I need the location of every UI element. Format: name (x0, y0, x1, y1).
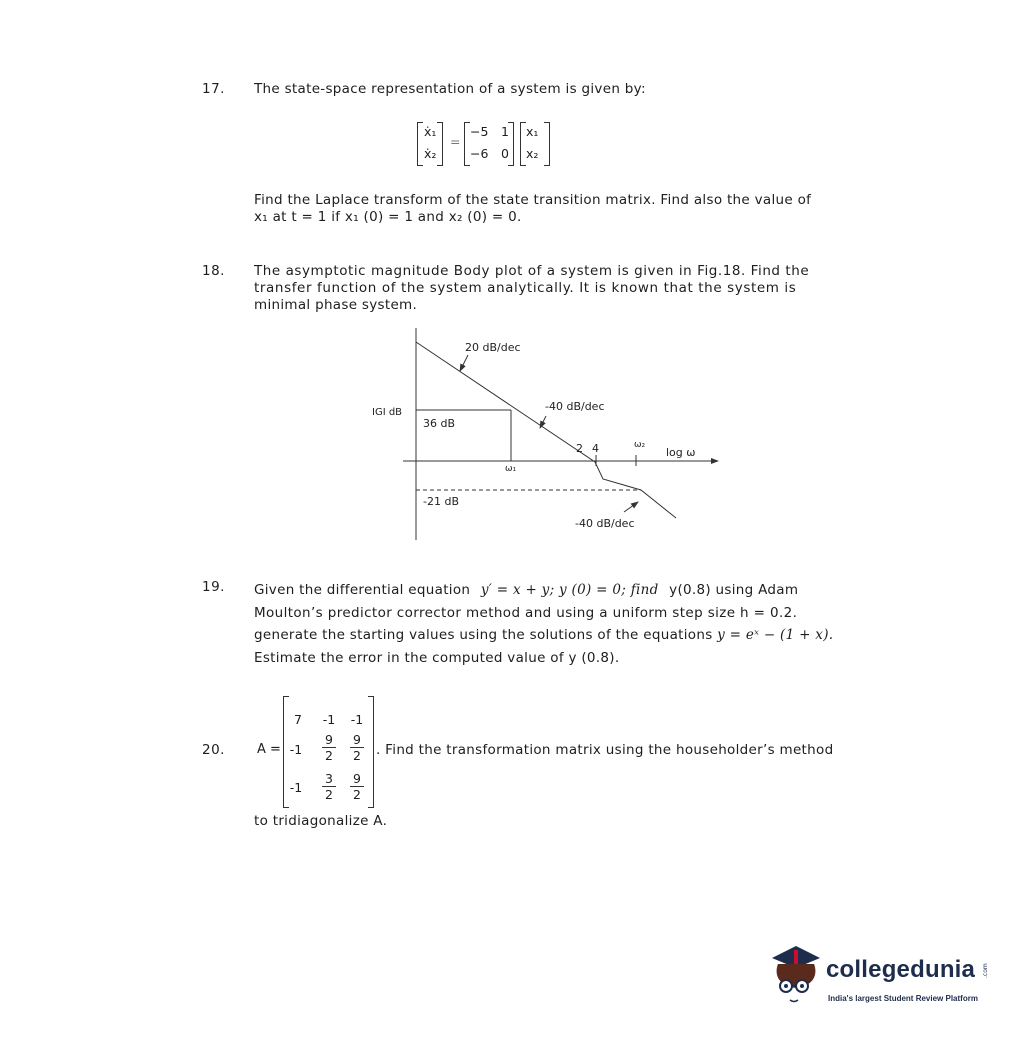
q17-line2: x₁ at t = 1 if x₁ (0) = 1 and x₂ (0) = 0. (254, 209, 522, 225)
q17-x2: x₂ (526, 146, 539, 161)
q17-a21: −6 (470, 146, 489, 161)
q18-body (254, 263, 850, 314)
q19-number: 19. (202, 579, 225, 595)
q17-a22: 0 (501, 146, 509, 161)
q17-intro: The state-space representation of a system is given by: (254, 81, 646, 97)
collegedunia-logo[interactable] (766, 942, 996, 1012)
q20-r2c3: 9 2 (350, 733, 364, 762)
label-slope3: -40 dB/dec (575, 517, 635, 530)
q19-line3-a: generate the starting values using the solutions of the equations (254, 627, 713, 643)
q20-r1c2: -1 (322, 712, 336, 727)
q20-number: 20. (202, 742, 225, 758)
q17-body (254, 192, 850, 226)
arrow-slope3 (624, 502, 638, 512)
q18-bode-plot (360, 325, 740, 545)
q17-equals: = (450, 134, 461, 149)
q17-a11: −5 (470, 124, 489, 139)
q20-r3c2: 3 2 (322, 772, 336, 801)
q19-equation: y′ = x + y; y (0) = 0; find (480, 582, 659, 598)
q19-line3 (254, 624, 850, 647)
label-tick-2: 2 (576, 442, 583, 455)
q20-line2: to tridiagonalize A. (254, 813, 388, 829)
label-tick-4: 4 (592, 442, 599, 455)
q20-r2c2: 9 2 (322, 733, 336, 762)
brand-suffix: .com (982, 963, 989, 978)
q20-instruction: . Find the transformation matrix using the householder’s method (376, 742, 834, 758)
arrow-slope2 (540, 416, 546, 428)
label-slope1: 20 dB/dec (465, 341, 521, 354)
q20-r3c3: 9 2 (350, 772, 364, 801)
q18-line1: The asymptotic magnitude Body plot of a system is given in Fig.18. Find the (254, 263, 810, 279)
q17-a12: 1 (501, 124, 509, 139)
q18-line3: minimal phase system. (254, 297, 418, 313)
q19-solution-eq: y = eˣ − (1 + x). (717, 627, 834, 643)
q17-number: 17. (202, 81, 225, 97)
q19-line2: Moulton’s predictor corrector method and using a uniform step size h = 0.2. (254, 604, 798, 621)
q20-r2c1: -1 (289, 742, 303, 757)
label-ylabel: IGI dB (372, 407, 403, 418)
label-xlabel: log ω (666, 446, 696, 459)
arrow-slope1 (460, 355, 468, 371)
label-omega2: ω₂ (634, 440, 646, 450)
bode-asymptote (416, 342, 676, 518)
q18-line2: transfer function of the system analytically. It is known that the system is (254, 280, 797, 296)
q19-line1 (254, 579, 850, 602)
q17-x1: x₁ (526, 124, 539, 139)
q17-xdot2: ẋ₂ (424, 146, 437, 161)
label-slope2: -40 dB/dec (545, 400, 605, 413)
q19-line1-a: Given the differential equation (254, 582, 471, 598)
label-minus21db: -21 dB (423, 495, 459, 508)
q20-r3c1: -1 (289, 780, 303, 795)
q20-r1c3: -1 (350, 712, 364, 727)
q17-xdot1: ẋ₁ (424, 124, 437, 139)
label-36db: 36 dB (423, 417, 456, 430)
brand-tagline: India's largest Student Review Platform (828, 994, 978, 1003)
q17-line1: Find the Laplace transform of the state transition matrix. Find also the value of (254, 192, 812, 208)
brand-name: collegedunia (826, 956, 976, 983)
q19-line4: Estimate the error in the computed value of y (0.8). (254, 649, 620, 666)
q18-number: 18. (202, 263, 225, 279)
q19-body (254, 579, 850, 669)
graduate-mascot-icon (766, 942, 826, 1012)
label-omega1: ω₁ (505, 464, 517, 474)
q19-line1-b: y(0.8) using Adam (669, 582, 799, 598)
q20-a-label: A = (257, 742, 281, 757)
q20-r1c1: 7 (294, 712, 302, 727)
